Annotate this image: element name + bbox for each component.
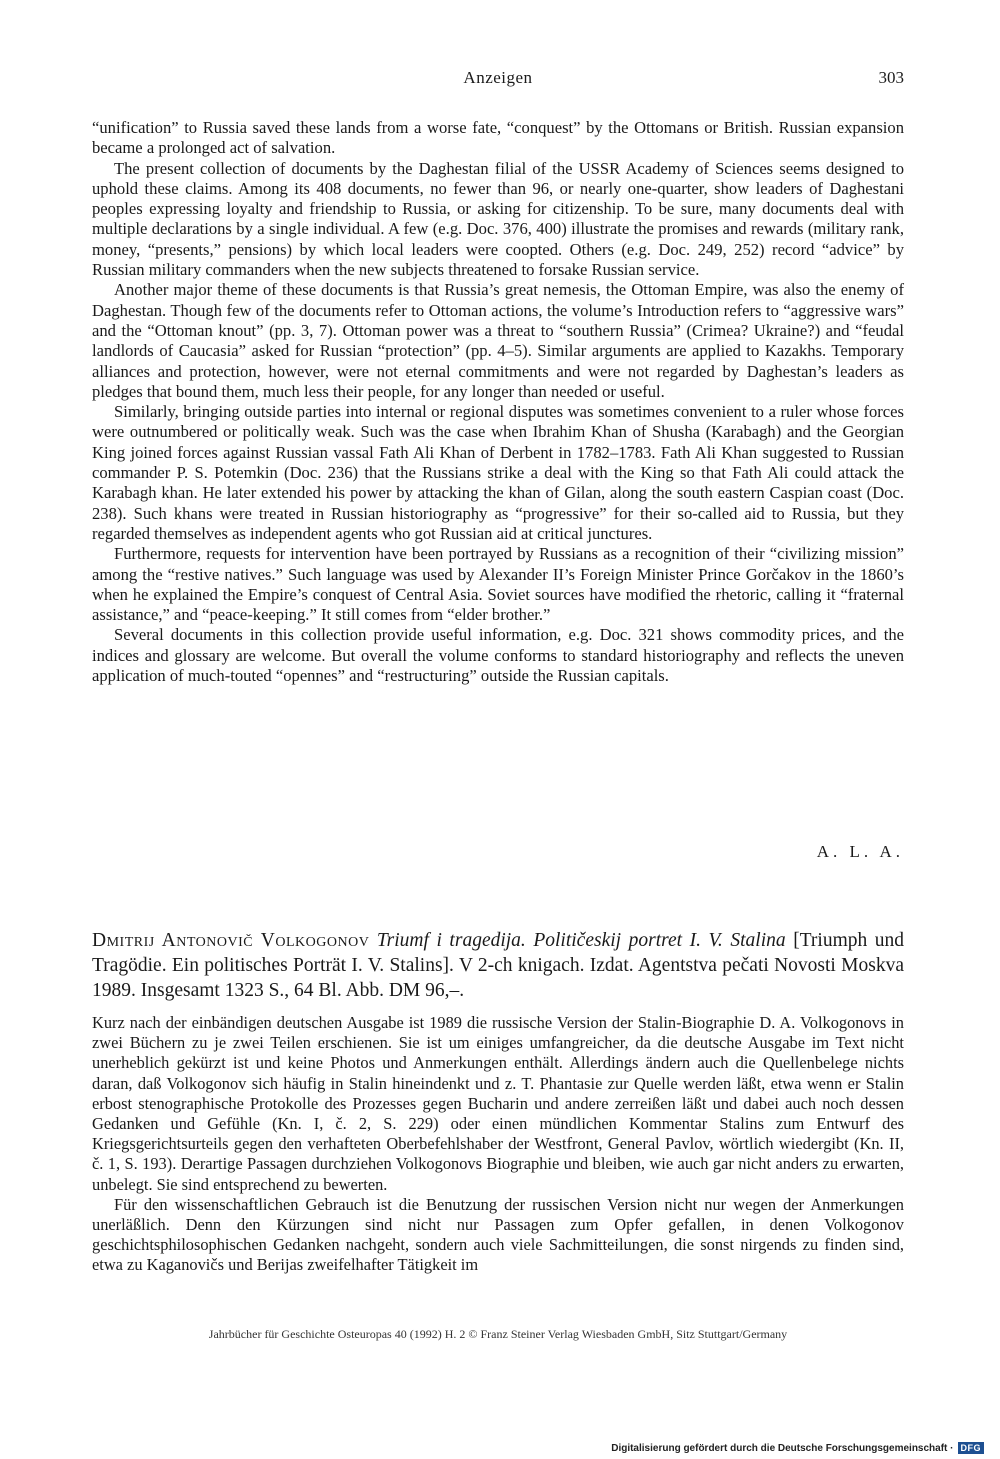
dfg-credit-text: Digitalisierung gefördert durch die Deutsche Forschungsgemeinschaft · xyxy=(611,1442,954,1454)
reviewer-signature: A. L. A. xyxy=(816,842,904,861)
section-title: Anzeigen xyxy=(463,68,533,87)
book-details: [Triumph und Tragödie. Ein politisches Porträt I. V. Stalins]. V 2-ch knigach. Izdat. Agentstva pečati Novosti Moskva 1989. Insgesamt 1323 S., 64 Bl. Abb. DM 96,–. xyxy=(92,930,905,1001)
dfg-logo-icon: DFG xyxy=(958,1442,985,1454)
paragraph: Several documents in this collection provide useful information, e.g. Doc. 321 shows commodity prices, and the indices and glossary are welcome. But overall the volume conforms to standard historiography and reflects the uneven application of much-touted “opennes” and “restructuring” outside the Russian capitals. xyxy=(92,625,904,686)
paragraph: “unification” to Russia saved these lands from a worse fate, “conquest” by the Ottomans or British. Russian expansion became a prolonged act of salvation. xyxy=(92,118,904,158)
paragraph: The present collection of documents by the Daghestan filial of the USSR Academy of Sciences seems designed to uphold these claims. Among its 408 documents, no fewer than 96, or nearly one-quarter, show leaders of Daghestani peoples expressing loyalty and friendship to Russia, or asking for citizenship. To be sure, many documents deal with multiple declarations by a single individual. A few (e.g. Doc. 376, 400) illustrate the promises and rewards (military rank, money, “presents,” pensions) by which local leaders were coopted. Others (e.g. Doc. 249, 252) record “advice” by Russian military commanders when the new subjects threatened to forsake Russian service. xyxy=(92,158,904,280)
journal-footer: Jahrbücher für Geschichte Osteuropas 40 (1992) H. 2 © Franz Steiner Verlag Wiesbaden GmbH, Sitz Stuttgart/Germany xyxy=(208,1327,788,1341)
book-title: Triumf i tragedija. Političeskij portret I. V. Stalina xyxy=(376,930,786,951)
paragraph: Für den wissenschaftlichen Gebrauch ist die Benutzung der russischen Version nicht nur wegen der Anmerkungen unerläßlich. Denn den Kürzungen sind nicht nur Passagen zum Opfer gefallen, in denen Volkogonov geschichtsphilosophischen Gedanken nachgeht, sondern auch viele Sachmitteilungen, die sonst nirgends zu finden sind, etwa zu Kaganovičs und Berijas zweifelhafter Tätigkeit im xyxy=(92,1194,904,1275)
paragraph: Another major theme of these documents is that Russia’s great nemesis, the Ottoman Empire, was also the enemy of Daghestan. Though few of the documents refer to Ottoman actions, the volume’s Introduction refers to “aggressive wars” and the “Ottoman knout” (pp. 3, 7). Ottoman power was a threat to “southern Russia” (Crimea? Ukraine?) and “feudal landlords of Caucasia” asked for Russian “protection” (pp. 4–5). Similar arguments are applied to Kazakhs. Temporary alliances and protection, however, were not eternal commitments and were not regarded by Daghestan’s leaders as pledges that bound them, much less their people, for any longer than needed or useful. xyxy=(92,280,904,401)
paragraph: Furthermore, requests for intervention have been portrayed by Russians as a recognition of their “civilizing mission” among the “restive natives.” Such language was used by Alexander II’s Foreign Minister Prince Gorčakov in the 1860’s when he explained the Empire’s conquest of Central Asia. Soviet sources have modified the rhetoric, calling it “fraternal assistance,” and “peace-keeping.” It still comes from “elder brother.” xyxy=(92,544,904,625)
review-german xyxy=(92,1013,904,1276)
digitization-credit xyxy=(611,1440,984,1456)
running-head xyxy=(92,68,904,98)
paragraph: Similarly, bringing outside parties into internal or regional disputes was sometimes convenient to a ruler whose forces were outnumbered or politically weak. Such was the case when Ibrahim Khan of Shusha (Karabagh) and the Georgian King joined forces against Russian vassal Fath Ali Khan of Derbent in 1782–1783. Fath Ali Khan suggested to Russian commander P. S. Potemkin (Doc. 236) that the Russians strike a deal with the King so that Fath Ali could attack the Karabagh khan. He later extended his power by attacking the khan of Gilan, along the south eastern Caspian coast (Doc. 238). Such khans were treated in Russian historiography as “progressive” for their so-called aid to Russia, but they regarded themselves as independent agents who got Russian aid at critical junctures. xyxy=(92,402,904,543)
review-english xyxy=(92,118,904,686)
book-citation xyxy=(92,928,904,1003)
page-number: 303 xyxy=(878,68,904,87)
paragraph: Kurz nach der einbändigen deutschen Ausgabe ist 1989 die russische Version der Stalin-Biographie D. A. Volkogonovs in zwei Büchern zu je zwei Teilen erschienen. Sie ist um einiges umfangreicher, da die deutsche Ausgabe im Text nicht unerheblich gekürzt ist und keine Photos und Anmerkungen enthält. Allerdings ändern auch die Quellenbelege nichts daran, daß Volkogonov sich häufig in Stalin hineindenkt und z. T. Phantasie zur Quelle werden läßt, etwa wenn er Stalin erbost stenographische Protokolle des Prozesses gegen Bucharin und andere zerreißen läßt und dabei auch noch dessen Gedanken und Gefühle (Kn. I, č. 2, S. 229) oder einen mündlichen Kommentar Stalins zum Entwurf des Kriegsgerichtsurteils gegen den verhafteten Oberbefehlshaber der Westfront, General Pavlov, wörtlich wiedergibt (Kn. II, č. 1, S. 193). Derartige Passagen durchziehen Volkogonovs Biographie und bleiben, wie auch gar nicht anders zu erwarten, unbelegt. Sie sind entsprechend zu bewerten. xyxy=(92,1013,904,1194)
book-author: Dmitrij Antonovič Volkogonov xyxy=(92,930,370,951)
